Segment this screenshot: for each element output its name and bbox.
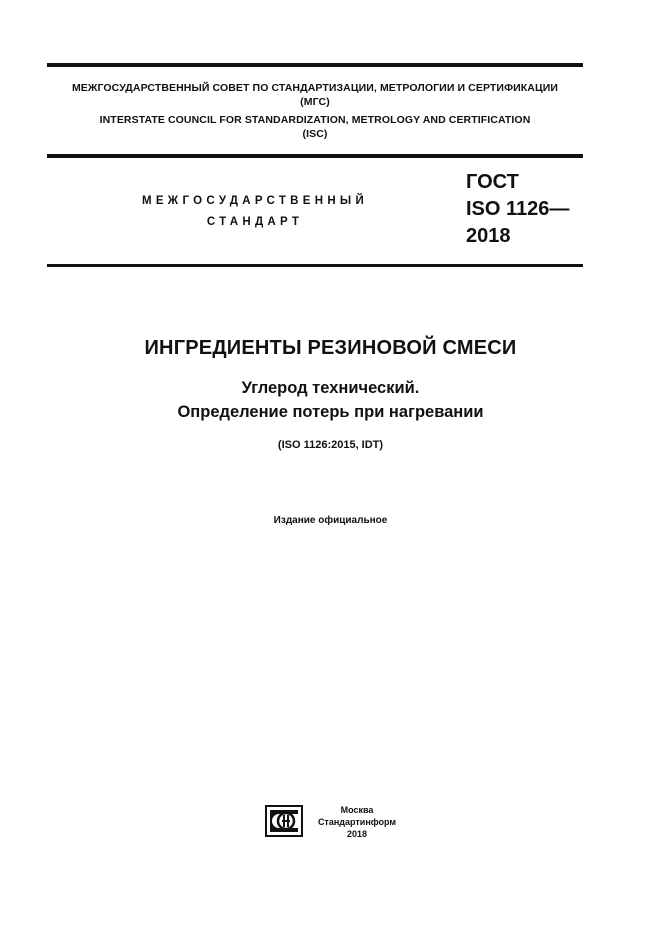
standard-type-line2: СТАНДАРТ [206,216,304,228]
standard-code-line3: 2018 [466,225,511,247]
council-name-ru [47,81,583,109]
standartinform-logo-icon [265,805,303,837]
standard-type [100,191,410,233]
council-en-line1: INTERSTATE COUNCIL FOR STANDARDIZATION, METROLOGY AND CERTIFICATION [99,114,531,126]
standard-code-line2: ISO 1126— [466,198,570,220]
council-ru-abbr: (МГС) [300,96,330,108]
standard-code-line1: ГОСТ [466,171,519,193]
middle-rule [47,154,583,158]
document-subtitle [0,376,661,424]
publisher-name: Стандартинформ [317,817,397,827]
publisher-info [310,804,404,840]
lower-rule [47,264,583,267]
edition-label: Издание официальное [273,515,388,526]
top-rule [47,63,583,67]
subtitle-line2: Определение потерь при нагревании [177,403,484,421]
council-name-en [47,113,583,141]
council-en-abbr: (ISC) [302,128,328,140]
publisher-year: 2018 [346,829,368,839]
council-ru-line1: МЕЖГОСУДАРСТВЕННЫЙ СОВЕТ ПО СТАНДАРТИЗАЦИИ, МЕТРОЛОГИИ И СЕРТИФИКАЦИИ [71,82,559,94]
standard-code [466,169,569,250]
subtitle-line1: Углерод технический. [241,379,420,397]
standard-type-line1: МЕЖГОСУДАРСТВЕННЫЙ [141,195,369,207]
document-title: ИНГРЕДИЕНТЫ РЕЗИНОВОЙ СМЕСИ [144,337,517,359]
iso-reference: (ISO 1126:2015, IDT) [277,439,384,451]
publisher-city: Москва [340,805,374,815]
